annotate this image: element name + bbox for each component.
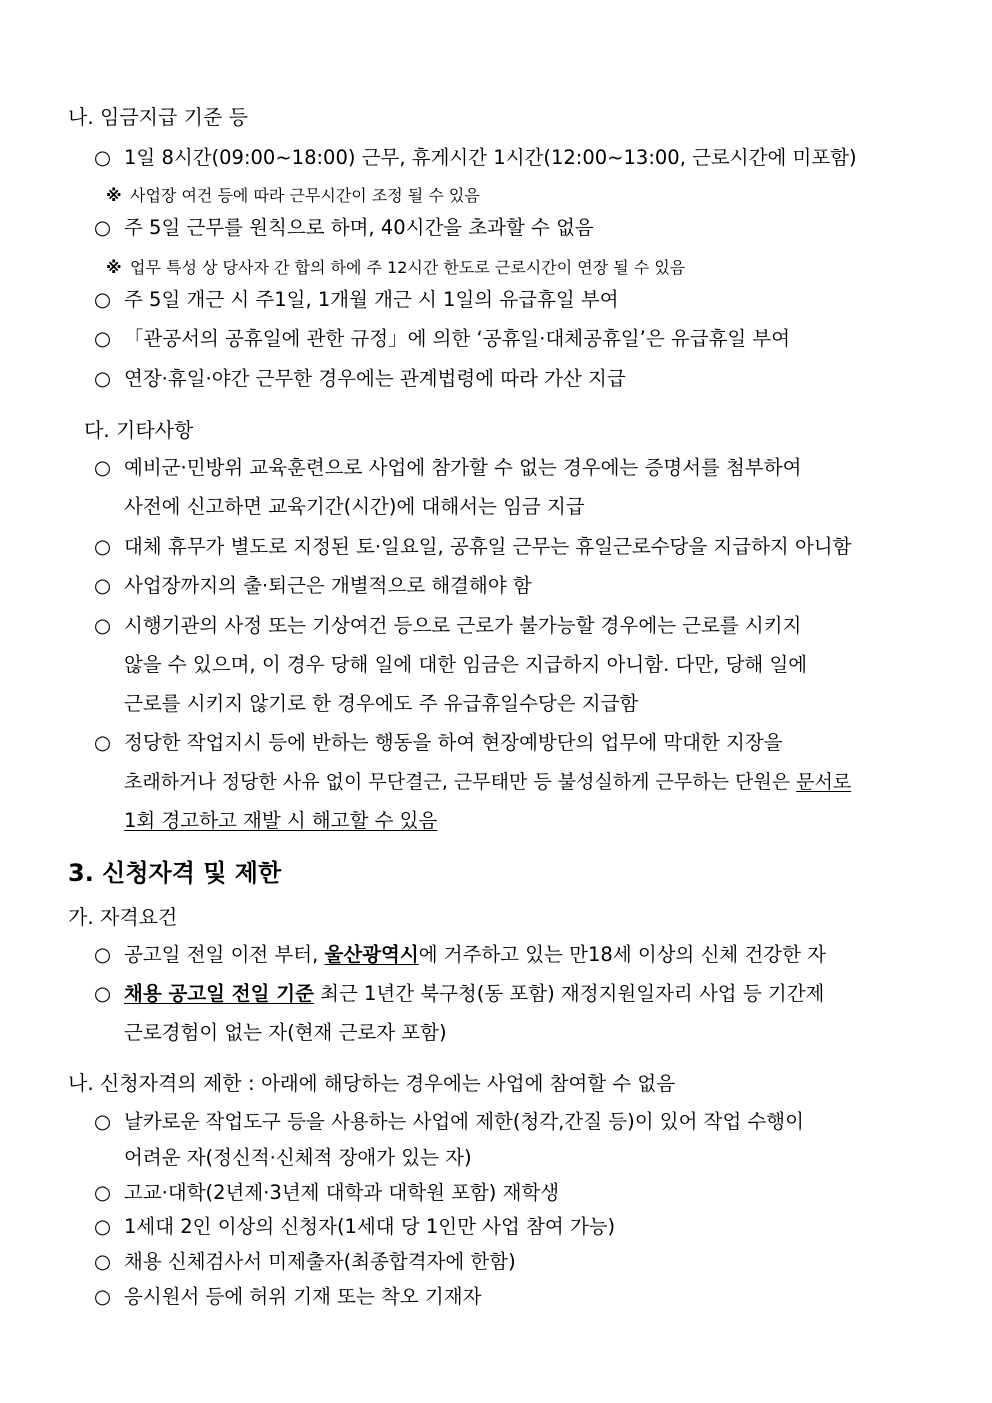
bullet-circle-icon: ○ xyxy=(94,574,112,597)
bullet-circle-icon: ○ xyxy=(94,1250,112,1273)
bullet-circle-icon: ○ xyxy=(94,288,112,311)
list-item: ○ 응시원서 등에 허위 기재 또는 착오 기재자 xyxy=(94,1285,482,1308)
reference-mark-icon: ※ xyxy=(106,258,122,277)
list-item: ○ 채용 신체검사서 미제출자(최종합격자에 한함) xyxy=(94,1250,516,1273)
list-item: ○ 정당한 작업지시 등에 반하는 행동을 하여 현장예방단의 업무에 막대한 지장을 xyxy=(94,731,783,754)
note-item: ※ 업무 특성 상 당사자 간 합의 하에 주 12시간 한도로 근로시간이 연장 될 수 있음 xyxy=(106,256,685,280)
bullet-circle-icon: ○ xyxy=(94,535,112,558)
note-item: ※ 사업장 여건 등에 따라 근무시간이 조정 될 수 있음 xyxy=(106,184,480,208)
list-item: ○ 공고일 전일 이전 부터, 울산광역시에 거주하고 있는 만18세 이상의 신체 건강한 자 xyxy=(94,943,826,966)
underlined-bold-text: 채용 공고일 전일 기준 xyxy=(124,982,314,1005)
reference-mark-icon: ※ xyxy=(106,186,122,205)
list-item: ○ 「관공서의 공휴일에 관한 규정」에 의한 ‘공휴일·대체공휴일’은 유급휴일 부여 xyxy=(94,327,791,350)
subsection-heading-restrictions: 나. 신청자격의 제한 : 아래에 해당하는 경우에는 사업에 참여할 수 없음 xyxy=(68,1071,676,1095)
list-item-continuation: 사전에 신고하면 교육기간(시간)에 대해서는 임금 지급 xyxy=(124,495,585,518)
list-item: ○ 고교·대학(2년제·3년제 대학과 대학원 포함) 재학생 xyxy=(94,1181,560,1204)
list-item: ○ 1세대 2인 이상의 신청자(1세대 당 1인만 사업 참여 가능) xyxy=(94,1215,616,1238)
underlined-text: 문서로 xyxy=(796,771,852,793)
list-item-continuation: 않을 수 있으며, 이 경우 당해 일에 대한 임금은 지급하지 아니함. 다만, 당해 일에 xyxy=(124,653,808,676)
bullet-circle-icon: ○ xyxy=(94,943,112,966)
bullet-circle-icon: ○ xyxy=(94,1181,112,1204)
bullet-circle-icon: ○ xyxy=(94,367,112,390)
bullet-circle-icon: ○ xyxy=(94,731,112,754)
underlined-bold-text: 울산광역시 xyxy=(324,943,419,966)
bullet-circle-icon: ○ xyxy=(94,327,112,350)
list-item: ○ 날카로운 작업도구 등을 사용하는 사업에 제한(청각,간질 등)이 있어 작업 수행이 xyxy=(94,1110,804,1133)
bullet-circle-icon: ○ xyxy=(94,982,112,1005)
list-item: ○ 주 5일 근무를 원칙으로 하며, 40시간을 초과할 수 없음 xyxy=(94,216,594,239)
list-item: ○ 대체 휴무가 별도로 지정된 토·일요일, 공휴일 근무는 휴일근로수당을 지급하지 아니함 xyxy=(94,535,852,558)
bullet-circle-icon: ○ xyxy=(94,216,112,239)
list-item-continuation: 초래하거나 정당한 사유 없이 무단결근, 근무태만 등 불성실하게 근무하는 단원은 문서로 xyxy=(124,771,852,793)
section-title-eligibility: 3. 신청자격 및 제한 xyxy=(68,859,282,887)
bullet-circle-icon: ○ xyxy=(94,456,112,479)
list-item-continuation: 근로경험이 없는 자(현재 근로자 포함) xyxy=(124,1021,447,1044)
subsection-heading-requirements: 가. 자격요건 xyxy=(68,905,178,929)
list-item-continuation xyxy=(124,809,437,833)
underlined-text: 1회 경고하고 재발 시 해고할 수 있음 xyxy=(124,809,438,832)
bullet-circle-icon: ○ xyxy=(94,146,112,169)
bullet-circle-icon: ○ xyxy=(94,1110,112,1133)
bullet-circle-icon: ○ xyxy=(94,614,112,637)
section-heading-wage: 나. 임금지급 기준 등 xyxy=(68,105,248,129)
list-item: ○ 예비군·민방위 교육훈련으로 사업에 참가할 수 없는 경우에는 증명서를 첨부하여 xyxy=(94,456,802,479)
list-item: ○ 연장·휴일·야간 근무한 경우에는 관계법령에 따라 가산 지급 xyxy=(94,367,626,390)
list-item: ○ 시행기관의 사정 또는 기상여건 등으로 근로가 불가능할 경우에는 근로를 시키지 xyxy=(94,614,802,637)
list-item: ○ 1일 8시간(09:00~18:00) 근무, 휴게시간 1시간(12:00~13:00, 근로시간에 미포함) xyxy=(94,146,857,169)
list-item: ○ 사업장까지의 출·퇴근은 개별적으로 해결해야 함 xyxy=(94,574,532,597)
bullet-circle-icon: ○ xyxy=(94,1285,112,1308)
section-heading-etc: 다. 기타사항 xyxy=(84,418,194,442)
list-item-continuation: 어려운 자(정신적·신체적 장애가 있는 자) xyxy=(124,1146,472,1169)
list-item: ○ 주 5일 개근 시 주1일, 1개월 개근 시 1일의 유급휴일 부여 xyxy=(94,288,619,311)
bullet-circle-icon: ○ xyxy=(94,1215,112,1238)
list-item: ○ 채용 공고일 전일 기준 최근 1년간 북구청(동 포함) 재정지원일자리 사업 등 기간제 xyxy=(94,982,825,1005)
list-item-continuation: 근로를 시키지 않기로 한 경우에도 주 유급휴일수당은 지급함 xyxy=(124,692,639,715)
